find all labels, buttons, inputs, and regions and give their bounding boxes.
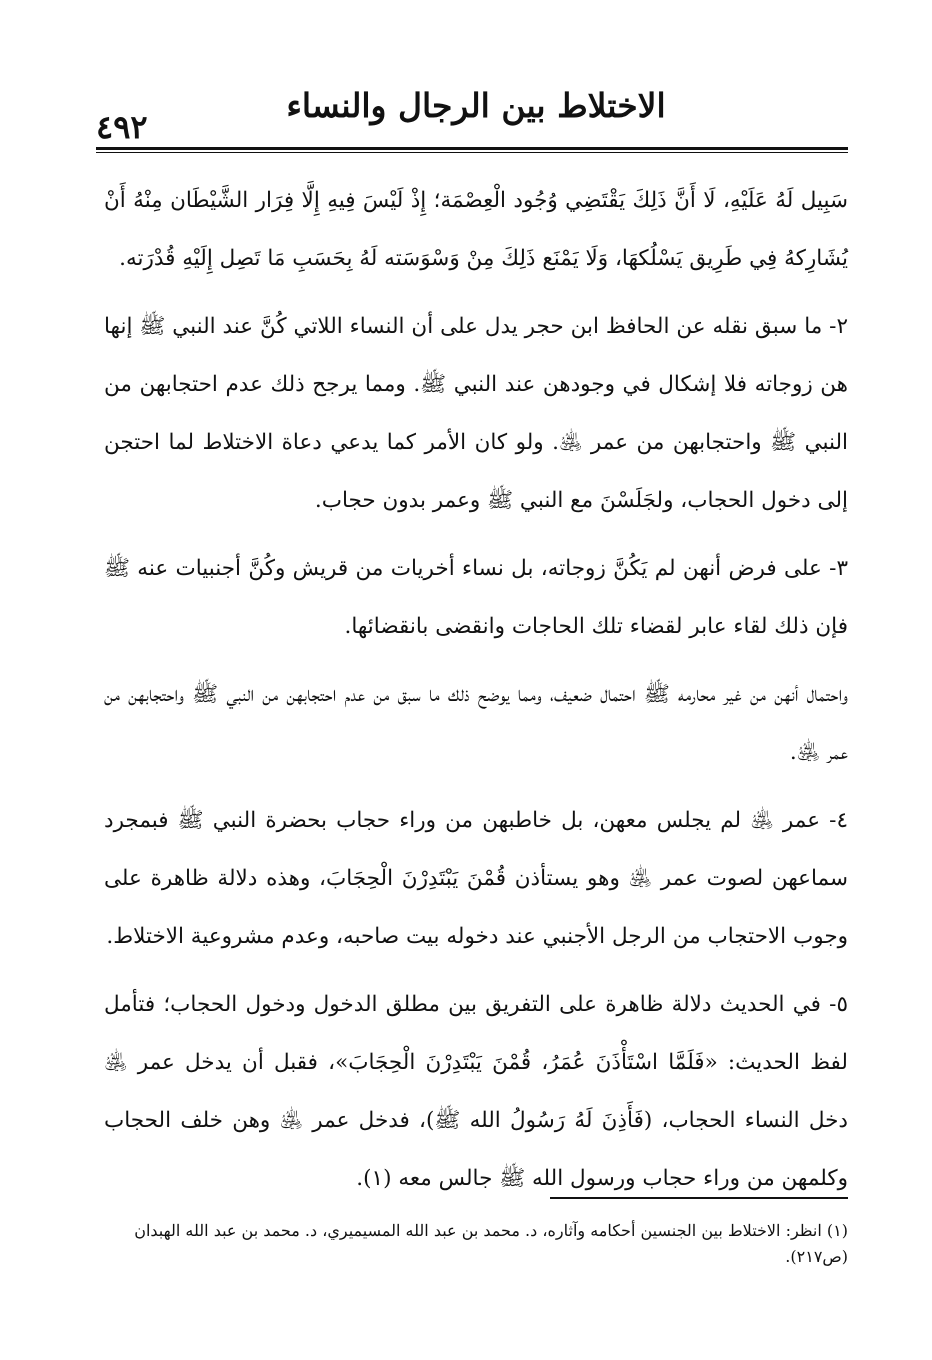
- paragraph-5: ٤- عمر ﵁ لم يجلس معهن، بل خاطبهن من وراء حجاب بحضرة النبي ﷺ فبمجرد سماعهن لصوت عمر ﵁ وهو يستأذن قُمْنَ يَبْتَدِرْنَ الْحِجَابَ، وهذه دلالة ظاهرة على وجوب الاحتجاب من الرجل الأجنبي عند دخوله بيت صاحبه، وعدم مشروعية الاختلاط.: [104, 808, 848, 949]
- header-rule: [96, 147, 848, 150]
- paragraph-4: واحتمال أنهن من غير محارمه ﷺ احتمال ضعيف، ومما يوضح ذلك ما سبق من عدم احتجابهن من النبي ﷺ واحتجابهن من عمر ﵁.: [104, 682, 848, 765]
- header-rule-thin: [96, 152, 848, 153]
- book-title: الاختلاط بين الرجال والنساء: [286, 86, 666, 125]
- main-text: [104, 172, 848, 1218]
- paragraph-6: ٥- في الحديث دلالة ظاهرة على التفريق بين مطلق الدخول ودخول الحجاب؛ فتأمل لفظ الحديث: «فَلَمَّا اسْتَأْذَنَ عُمَرُ، قُمْنَ يَبْتَدِرْنَ الْحِجَابَ»، فقبل أن يدخل عمر ﵁ دخل النساء الحجاب، (فَأَذِنَ لَهُ رَسُولُ الله ﷺ)، فدخل عمر ﵁ وهن خلف الحجاب وكلمهن من وراء حجاب ورسول الله ﷺ جالس معه (١).: [104, 992, 848, 1191]
- footnote: (١) انظر: الاختلاط بين الجنسين أحكامه وآثاره، د. محمد بن عبد الله المسيميري، د. محمد بن عبد الله الهبدان (ص٢١٧).: [134, 1221, 848, 1266]
- paragraph-1: سَبِيل لَهُ عَلَيْهِ، لَا أَنَّ ذَلِكَ يَقْتَضِي وُجُود الْعِصْمَة؛ إِذْ لَيْسَ فِيهِ إِلَّا فِرَار الشَّيْطَان مِنْهُ أَنْ يُشَارِكهُ فِي طَرِيق يَسْلُكهَا، وَلَا يَمْنَع ذَلِكَ مِنْ وَسْوَسَته لَهُ بِحَسَبِ مَا تَصِل إِلَيْهِ قُدْرَته.: [104, 188, 848, 271]
- running-header: [96, 86, 856, 146]
- paragraph-2: ٢- ما سبق نقله عن الحافظ ابن حجر يدل على أن النساء اللاتي كُنَّ عند النبي ﷺ إنها هن زوجاته فلا إشكال في وجودهن عند النبي ﷺ. ومما يرجح ذلك عدم احتجابهن من النبي ﷺ واحتجابهن من عمر ﵁. ولو كان الأمر كما يدعي دعاة الاختلاط لما احتجن إلى دخول الحجاب، ولجَلَسْنَ مع النبي ﷺ وعمر بدون حجاب.: [104, 314, 848, 513]
- page-number: ٤٩٢: [96, 108, 148, 146]
- footnote-separator: [550, 1197, 848, 1199]
- paragraph-3: ٣- على فرض أنهن لم يَكُنَّ زوجاته، بل نساء أخريات من قريش وكُنَّ أجنبيات عنه ﷺ فإن ذلك لقاء عابر لقضاء تلك الحاجات وانقضى بانقضائها.: [104, 556, 848, 639]
